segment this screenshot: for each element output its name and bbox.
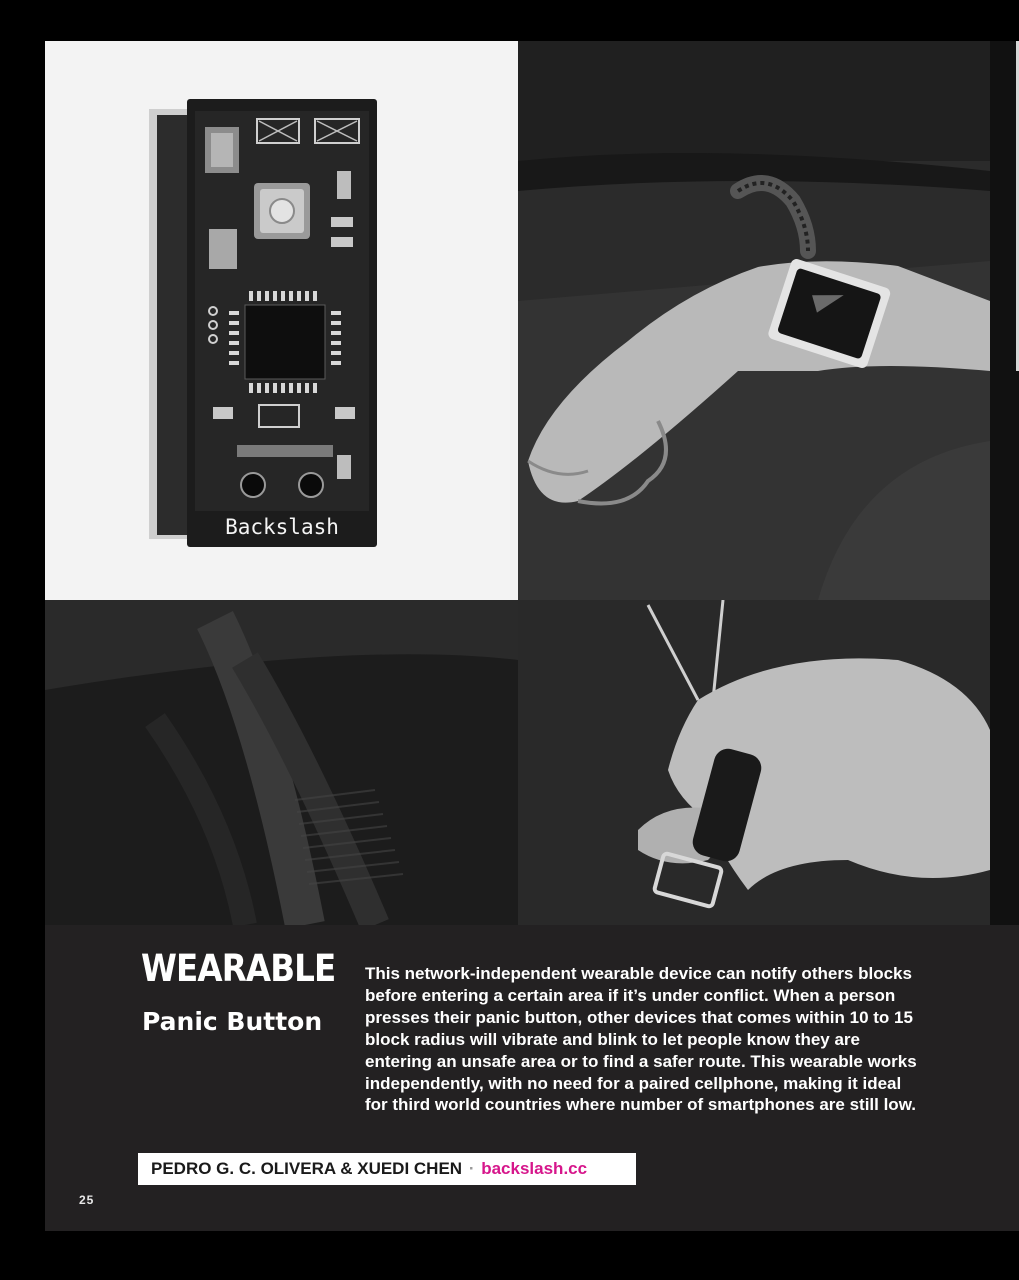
right-edge-strip bbox=[990, 41, 1019, 925]
photo-circuit-board bbox=[45, 41, 518, 600]
article-title: WEARABLE bbox=[141, 947, 336, 990]
credit-separator: · bbox=[468, 1159, 475, 1178]
board-label: Backslash bbox=[225, 515, 339, 539]
photo-wrist-bracelet bbox=[518, 41, 990, 600]
credit-authors: PEDRO G. C. OLIVERA & XUEDI CHEN bbox=[151, 1159, 463, 1178]
article-body: This network-independent wearable device can notify others blocks before entering a certain area if it’s under conflict. When a person presses their panic button, other devices that comes within 10 to 15 block radius will vibrate and blink to let people know they are entering an unsafe area or to find a safer route. This wearable works independently, with no need for a paired cellphone, making it ideal for third world countries where number of smartphones are still low. bbox=[365, 964, 917, 1115]
magazine-page bbox=[45, 41, 1019, 1231]
photo-hand-device bbox=[518, 600, 990, 925]
article-subtitle: Panic Button bbox=[142, 1007, 323, 1036]
credit-bar bbox=[138, 1153, 636, 1185]
page-number: 25 bbox=[79, 1193, 95, 1207]
credit-link[interactable]: backslash.cc bbox=[481, 1159, 588, 1178]
photo-fabric-texture bbox=[45, 600, 518, 925]
